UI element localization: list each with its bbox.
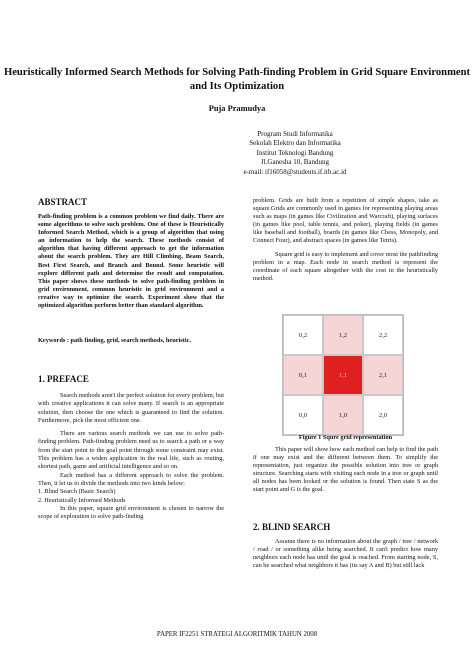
square-grid-figure (282, 314, 404, 436)
grid-cell: 1,0 (323, 395, 363, 435)
affiliation-line: Program Studi Informatika (257, 130, 333, 138)
paragraph: Search methods aren't the perfect solution for every problem, but with creative applications it can solve many. If search is an appropriate solution, then choose the one which is guaranteed to find the solution. Furthermore, pick the most efficient one. (38, 392, 224, 424)
preface-body (38, 392, 224, 521)
grid-cell: 1,2 (323, 315, 363, 355)
blind-search-body (253, 538, 438, 570)
affiliation-line: Jl.Ganesha 10, Bandung (260, 158, 330, 167)
abstract-text: Path-finding problem is a common problem we find daily. There are some algorithms to solve such problem. One of these is Heuristically Informed Search Method, which is a group of algorithm that using an information to help the search. These methods consist of algorithm that having different approach to get the information about the search problem. They are Hill Climbing, Beam Search, Best First Search, and Branch and Bound. Some heuristic will explore different path and determine the result and computation. This paper shows these methods to solve path-finding problem in grid environment, common heuristic in grid environment and a creative way to optimize the search. Experiment show that the optimized algorithm perform better than standard algorithm. (38, 213, 224, 310)
grid-cell: 1,1 (323, 355, 363, 395)
paragraph: This paper will show how each method can help to find the path if one may exist and the different between them. To simplify the representation, just organize the possible solution into tree or graph structure. Searching starts with visiting each node in a tree or graph until all nodes has been looked or the solution is found. Then state S as the start point and G is the goal. (253, 446, 438, 494)
list-item: 1. Blind Search (Basic Search) (38, 488, 116, 496)
affiliation-block (160, 130, 430, 177)
paragraph: There are various search methods we can use to solve path-finding problem. Path-finding problem need us to search a path or a way from the start point to the goal point through some constraint may exist. This problem has a widen application in the real life, such as routing, shortest path, game and artificial intelligence and so on. (38, 430, 224, 471)
grid-cell: 0,0 (283, 395, 323, 435)
grid-cell: 2,1 (363, 355, 403, 395)
affiliation-email: e-mail: if16058@students.if.itb.ac.id (243, 167, 347, 176)
section-heading-blind-search: 2. BLIND SEARCH (253, 522, 331, 532)
grid-cell: 0,1 (283, 355, 323, 395)
figure-caption: Figure 1 Squre grid representation (298, 434, 393, 441)
grid-cell: 2,2 (363, 315, 403, 355)
paragraph: problem. Grids are built from a repetition of simple shapes, take as square.Grids are commonly used in games for representing playing areas such as maps (in games like Civilization and Warcraft), playing surfaces (in games like pool, table tennis, and poker), playing fields (in games like baseball and football), boards (in games like Chess, Monopoly, and Connect Four), and abstract spaces (in games like Tetris). (253, 197, 438, 245)
paragraph: Square grid is easy to implement and cover most the pathfinding problem in a map. Each node in search method is represent the coordinate of each square altogether with the cost in the heuristically method. (253, 250, 438, 282)
affiliation-line: Sekolah Elektro dan Informatika (249, 139, 341, 148)
section-heading-preface: 1. PREFACE (38, 374, 89, 384)
paragraph: Assume there is no information about the graph / tree / network / road / or something alike being searched. It can't predict how many neighbors each node has until the goal is reached. From starting node, S, can be searched what neighbors it has (its say A and B) but still lack (253, 538, 438, 570)
paper-title: Heuristically Informed Search Methods for Solving Path-finding Problem in Grid Square Environment and Its Optimization (3, 67, 471, 92)
paragraph: In this paper, square grid environment is chosen to narrow the scope of exploration to solve path-finding (38, 504, 224, 521)
grid-cell: 2,0 (363, 395, 403, 435)
abstract-heading: ABSTRACT (38, 197, 88, 207)
paragraph: Each method has a different approach to solve the problem. Then, it let us to divide the methods into two kinds below: (38, 471, 224, 487)
affiliation-line: Institut Teknologi Bandung (256, 148, 334, 157)
page-footer: PAPER IF2251 STRATEGI ALGORITMIK TAHUN 2008 (156, 631, 318, 638)
right-column-intro (253, 197, 438, 283)
list-item: 2. Heuristically Informed Methods (38, 496, 126, 504)
keywords: Keywords : path finding, grid, search methods, heuristic. (38, 337, 191, 344)
right-column-body (253, 446, 438, 495)
grid-cell: 0,2 (283, 315, 323, 355)
author-name: Puja Pramudya (208, 104, 266, 113)
